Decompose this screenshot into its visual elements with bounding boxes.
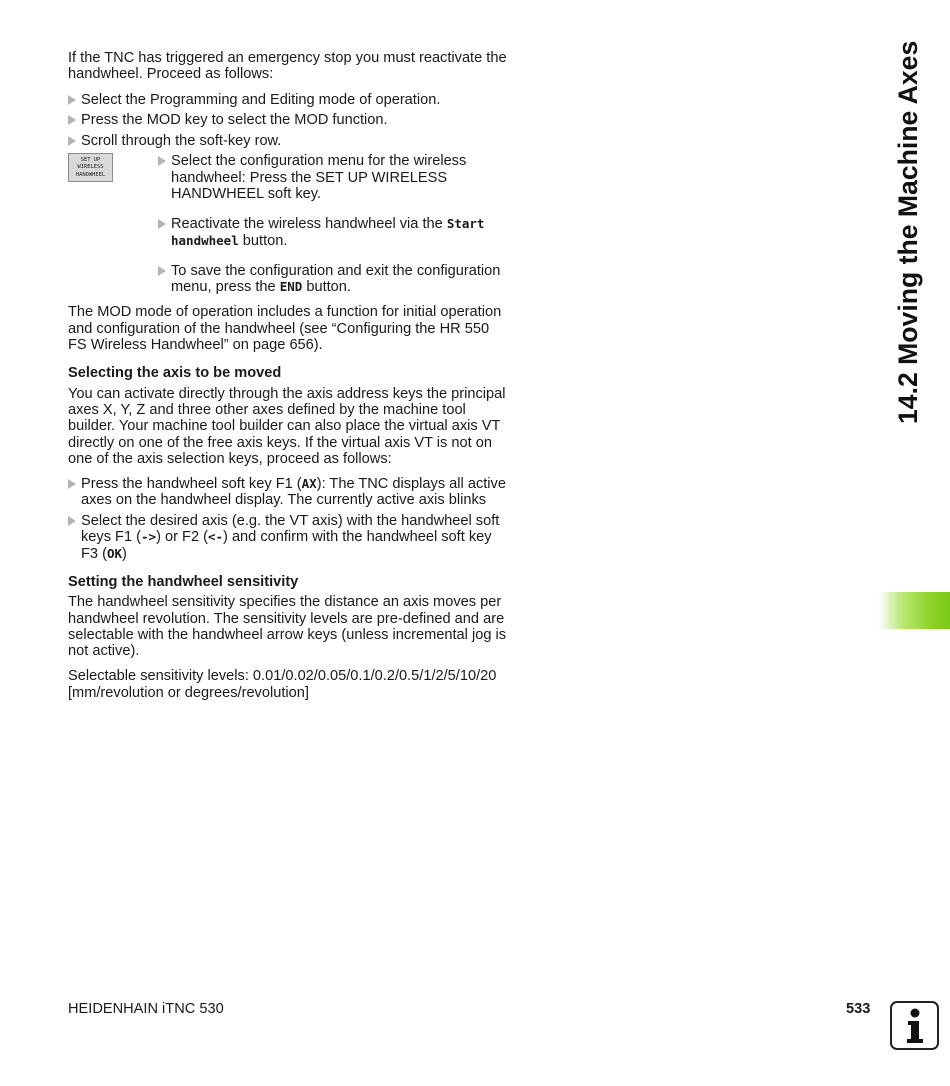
axis-paragraph: You can activate directly through the axis address keys the principal axes X, Y, Z and three other axes defined by the machine tool builder. Your machine tool builder can also place the virtual axis VT directly on one of the free axis keys. If the virtual axis VT is not on one of the axis selection keys, proceed as follows: [68, 385, 506, 467]
list-item: Press the handwheel soft key F1 (AX): The TNC displays all active axes on the handwheel display. The currently active axis blinks [68, 476, 510, 509]
arrow-icon [68, 479, 76, 489]
levels-paragraph: Selectable sensitivity levels: 0.01/0.02/0.05/0.1/0.2/0.5/1/2/5/10/20 [mm/revolution or degrees/revolution] [68, 668, 497, 701]
sensitivity-paragraph: The handwheel sensitivity specifies the distance an axis moves per handwheel revolution. The sensitivity levels are pre-defined and are selectable with the handwheel arrow keys (unless incremental jog is not active). [68, 594, 507, 660]
list-item: Select the Programming and Editing mode of operation. [68, 92, 510, 108]
chapter-tab [878, 592, 950, 629]
info-glyph [900, 1007, 930, 1045]
arrow-icon [158, 156, 166, 166]
arrow-icon [158, 266, 166, 276]
arrow-icon [68, 95, 76, 105]
arrow-icon [158, 219, 166, 229]
list-item: Reactivate the wireless handwheel via the Start handwheel button. [158, 216, 510, 249]
axis-heading: Selecting the axis to be moved [68, 365, 282, 382]
arrow-icon [68, 136, 76, 146]
arrow-icon [68, 115, 76, 125]
list-item: To save the configuration and exit the configuration menu, press the END button. [158, 263, 510, 296]
chapter-title: 14.2 Moving the Machine Axes [893, 40, 923, 424]
list-item: Scroll through the soft-key row. [68, 133, 510, 149]
arrow-icon [68, 516, 76, 526]
list-item: Press the MOD key to select the MOD function. [68, 112, 510, 128]
softkey-steps [68, 153, 510, 295]
setup-wireless-handwheel-softkey: SET UP WIRELESS HANDWHEEL [68, 153, 113, 182]
mod-paragraph: The MOD mode of operation includes a function for initial operation and configuration of the handwheel (see “Configuring the HR 550 FS Wireless Handwheel” on page 656). [68, 304, 502, 354]
page-number: 533 [846, 1001, 871, 1017]
intro-paragraph: If the TNC has triggered an emergency stop you must reactivate the handwheel. Proceed as follows: [68, 50, 507, 83]
list-item: Select the desired axis (e.g. the VT axis) with the handwheel soft keys F1 (->) or F2 (<-) and confirm with the handwheel soft key F3 (OK) [68, 513, 510, 562]
footer-title: HEIDENHAIN iTNC 530 [68, 1001, 224, 1017]
info-icon [890, 1001, 939, 1050]
main-content [68, 50, 510, 710]
list-item: Select the configuration menu for the wireless handwheel: Press the SET UP WIRELESS HANDWHEEL soft key. [158, 153, 510, 202]
sensitivity-heading: Setting the handwheel sensitivity [68, 573, 299, 590]
